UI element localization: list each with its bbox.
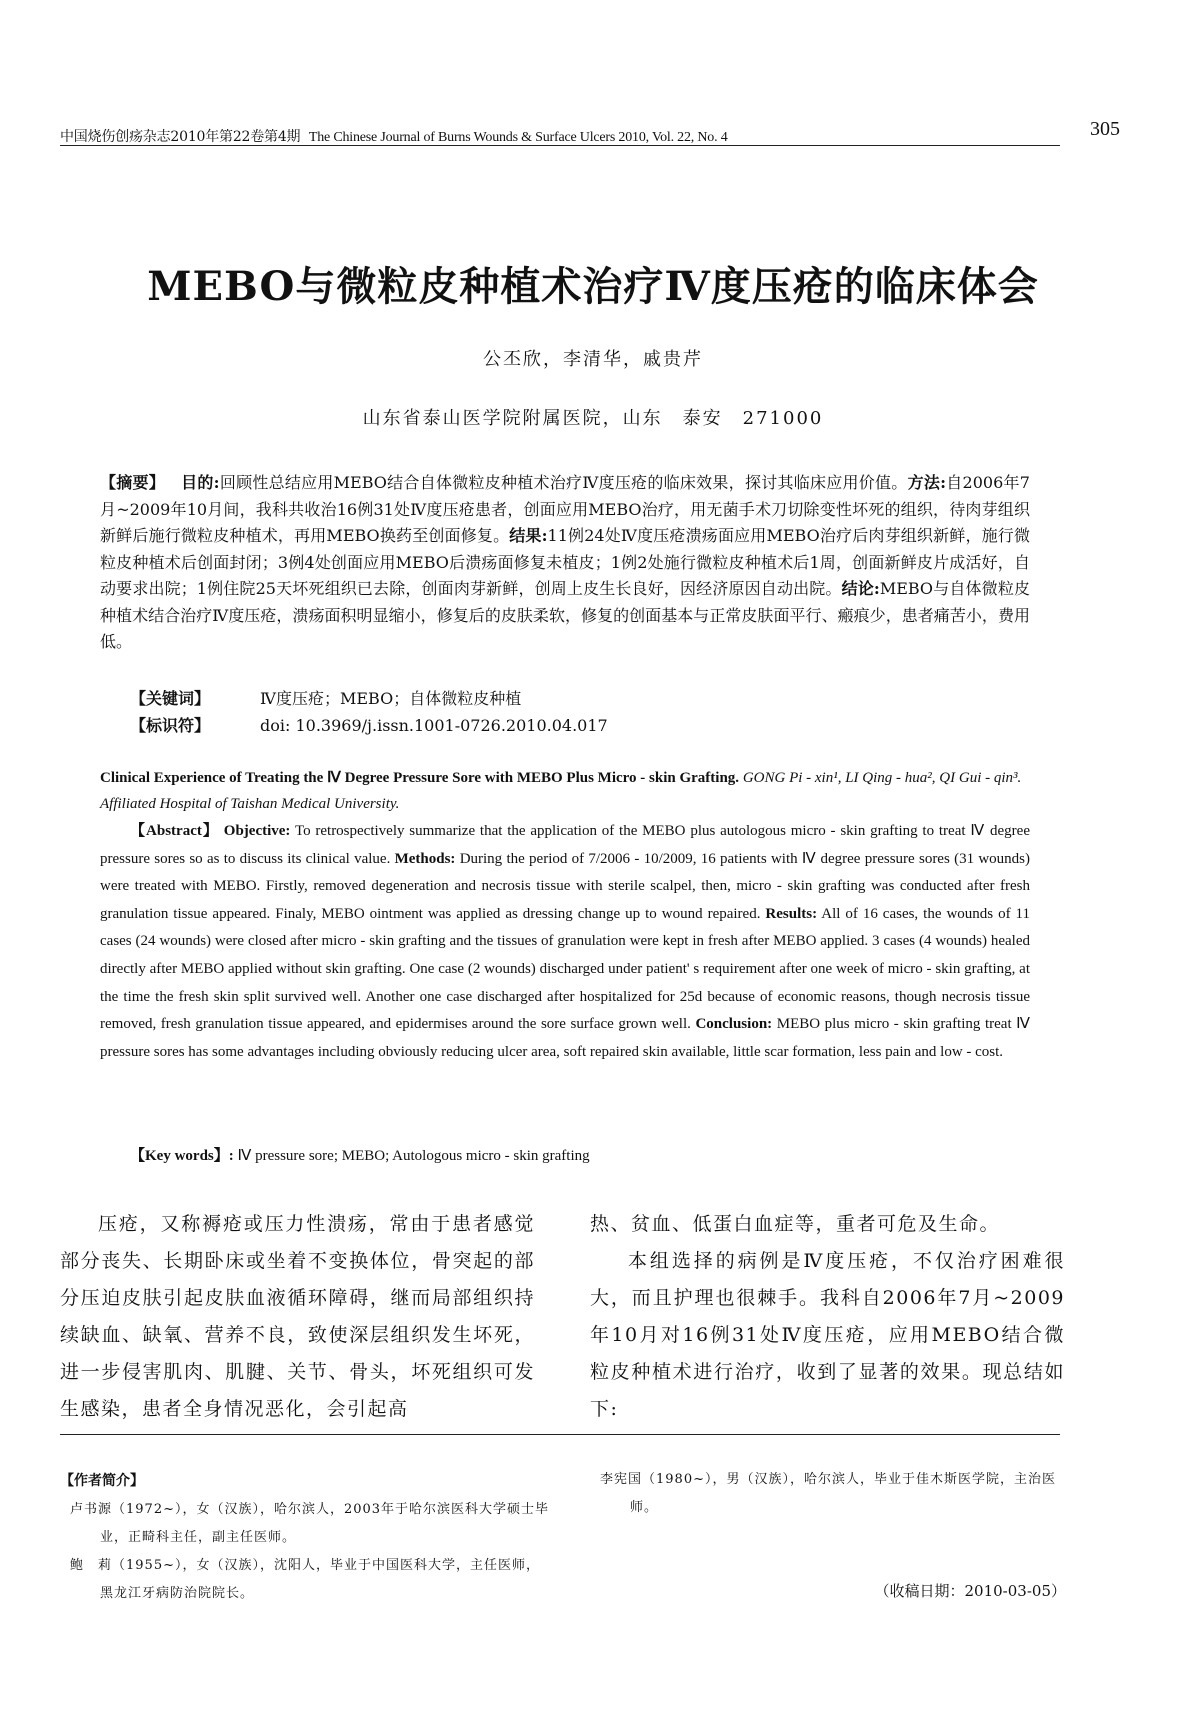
- author-bios-right: [600, 1466, 1070, 1522]
- received-date: （收稿日期：2010-03-05）: [874, 1582, 1066, 1600]
- conclusion-en-label: Conclusion:: [695, 1016, 773, 1033]
- english-title: Clinical Experience of Treating the Ⅳ Degree Pressure Sore with MEBO Plus Micro - skin Grafting.: [100, 770, 740, 786]
- body-right-column: [590, 1206, 1065, 1428]
- journal-citation: [60, 126, 728, 146]
- abstract-label: 【摘要】: [100, 473, 166, 492]
- conclusion-label: 结论:: [841, 579, 880, 598]
- body-left-column: 压疮，又称褥疮或压力性溃疡，常由于患者感觉部分丧失、长期卧床或坐着不变换体位，骨突起的部分压迫皮肤引起皮肤血液循环障碍，继而局部组织持续缺血、缺氧、营养不良，致使深层组织发生坏死，进一步侵害肌肉、肌腱、关节、骨头，坏死组织可发生感染，患者全身情况恶化，会引起高: [60, 1213, 535, 1420]
- methods-label: 方法:: [907, 473, 947, 492]
- author-bio-heading: 【作者简介】: [60, 1473, 144, 1489]
- keywords-en-text: Ⅳ pressure sore; MEBO; Autologous micro - skin grafting: [237, 1148, 590, 1164]
- results-text: 11例24处Ⅳ度压疮溃疡面应用MEBO治疗后肉芽组织新鲜，施行微粒皮种植术后创面封闭；3例4处创面应用MEBO后溃疡面修复未植皮；1例2处施行微粒皮种植术后1周，创面新鲜皮片成活好，自动要求出院；1例住院25天坏死组织已去除，创面肉芽新鲜，创周上皮生长良好，因经济原因自动出院。: [100, 526, 1030, 598]
- results-label: 结果:: [509, 526, 548, 545]
- english-authors: GONG Pi - xin¹, LI Qing - hua², QI Gui - qin³.: [742, 770, 1022, 786]
- footnote-divider: [60, 1434, 1060, 1435]
- author-bio-2: 鲍 莉（1955~），女（汉族），沈阳人，毕业于中国医科大学，主任医师，黑龙江牙病防治院院长。: [70, 1558, 540, 1601]
- author-bio-3: 李宪国（1980~），男（汉族），哈尔滨人，毕业于佳木斯医学院，主治医师。: [600, 1472, 1056, 1515]
- running-header: [60, 114, 1120, 146]
- body-paragraph: 本组选择的病例是Ⅳ度压疮，不仅治疗困难很大，而且护理也很棘手。我科自2006年7月~2009年10月对16例31处Ⅳ度压疮，应用MEBO结合微粒皮种植术进行治疗，收到了显著的效果。现总结如下:: [590, 1250, 1065, 1420]
- abstract-en: [100, 818, 1030, 1066]
- page-number: 305: [1090, 118, 1120, 140]
- keywords-en: [130, 1144, 1030, 1165]
- methods-text: 自2006年7月~2009年10月间，我科共收治16例31处Ⅳ度压疮患者，创面应用MEBO治疗，用无菌手术刀切除变性坏死的组织，待肉芽组织新鲜后施行微粒皮种植术，再用MEBO换药至创面修复。: [100, 473, 1030, 545]
- body-continuation: 热、贫血、低蛋白血症等，重者可危及生命。: [590, 1213, 1001, 1235]
- results-en-text: All of 16 cases, the wounds of 11 cases (24 wounds) were closed after micro - skin grafting and the tissues of granulation were kept in fresh after MEBO applied. 3 cases (4 wounds) healed directly after MEBO applied without skin grafting. One case (2 wounds) discharged under patient' s requirement after one week of micro - skin grafting, at the time the fresh skin split survived well. Another one case discharged after hospitalized for 25d because of economic reasons, though necrosis tissue removed, fresh granulation tissue appeared, and epidermises around the sore surface grown well.: [100, 905, 1030, 1033]
- author-affiliation: 山东省泰山医学院附属医院，山东 泰安 271000: [362, 408, 824, 429]
- journal-name-cn: 中国烧伤创疡杂志2010年第22卷第4期: [60, 129, 301, 145]
- methods-en-label: Methods:: [394, 850, 456, 867]
- english-affiliation: Affiliated Hospital of Taishan Medical University.: [100, 796, 400, 812]
- objective-en-text: To retrospectively summarize that the application of the MEBO plus autologous micro - skin grafting to treat Ⅳ degree pressure sores so as to discuss its clinical value.: [100, 823, 1030, 867]
- keywords-cn: [100, 686, 1030, 712]
- conclusion-en-text: MEBO plus micro - skin grafting treat Ⅳ pressure sores has some advantages including obviously reducing ulcer area, soft repaired skin available, little scar formation, less pain and low - cost.: [100, 1016, 1031, 1060]
- author-list: 公丕欣，李清华，戚贵芹: [483, 349, 703, 370]
- doi-line: [100, 713, 1030, 739]
- methods-en-text: During the period of 7/2006 - 10/2009, 16 patients with Ⅳ degree pressure sores (31 wounds) were treated with MEBO. Firstly, removed degeneration and necrosis tissue with sterile scalpel, then, micro - skin grafting was conducted after fresh granulation tissue appeared. Finaly, MEBO ointment was applied as dressing change up to wound repaired.: [100, 850, 1030, 922]
- doi-text: doi: 10.3969/j.issn.1001-0726.2010.04.017: [260, 716, 608, 735]
- author-bio-1: 卢书源（1972~），女（汉族），哈尔滨人，2003年于哈尔滨医科大学硕士毕业，正畸科主任，副主任医师。: [70, 1502, 550, 1545]
- keywords-label: 【关键词】: [130, 689, 211, 708]
- author-bios-left: [70, 1496, 550, 1608]
- header-divider: [60, 145, 1060, 146]
- conclusion-text: MEBO与自体微粒皮种植术结合治疗Ⅳ度压疮，溃疡面积明显缩小，修复后的皮肤柔软，修复的创面基本与正常皮肤面平行、瘢痕少，患者痛苦小，费用低。: [100, 579, 1030, 651]
- keywords-text: Ⅳ度压疮；MEBO；自体微粒皮种植: [260, 689, 522, 708]
- objective-text: 回顾性总结应用MEBO结合自体微粒皮种植术治疗Ⅳ度压疮的临床效果，探讨其临床应用价值。: [219, 473, 908, 492]
- english-title-block: [100, 765, 1030, 817]
- article-title: MEBO与微粒皮种植术治疗Ⅳ度压疮的临床体会: [147, 263, 1039, 310]
- results-en-label: Results:: [765, 905, 818, 922]
- doi-label: 【标识符】: [130, 716, 211, 735]
- objective-en-label: Objective:: [223, 823, 291, 839]
- abstract-cn: [100, 470, 1030, 656]
- objective-label: 目的:: [181, 473, 220, 492]
- keywords-en-label: 【Key words】:: [130, 1148, 234, 1164]
- journal-name-en: The Chinese Journal of Burns Wounds & Surface Ulcers 2010, Vol. 22, No. 4: [308, 130, 728, 145]
- abstract-en-label: 【Abstract】: [130, 823, 219, 839]
